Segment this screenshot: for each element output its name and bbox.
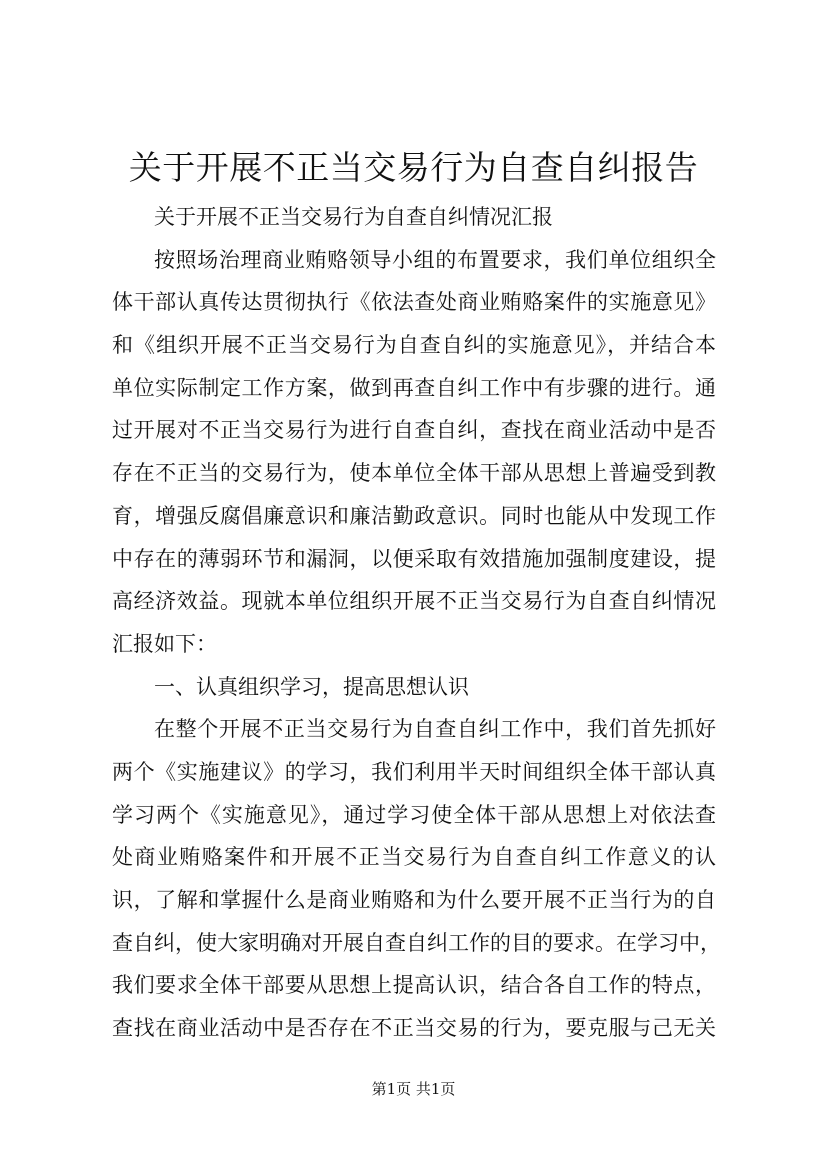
page-footer: 第1页 共1页 bbox=[371, 1080, 456, 1098]
paragraph-line: 高经济效益。现就本单位组织开展不正当交易行为自查自纠情况 bbox=[112, 589, 716, 614]
paragraph-line: 存在不正当的交易行为，使本单位全体干部从思想上普遍受到教 bbox=[112, 461, 716, 486]
section-heading: 一、认真组织学习，提高思想认识 bbox=[154, 674, 469, 699]
paragraph-line: 按照场治理商业贿赂领导小组的布置要求，我们单位组织全 bbox=[154, 247, 716, 272]
paragraph-line: 我们要求全体干部要从思想上提高认识，结合各自工作的特点， bbox=[112, 973, 716, 998]
paragraph-line: 汇报如下： bbox=[112, 631, 217, 656]
paragraph-line: 育，增强反腐倡廉意识和廉洁勤政意识。同时也能从中发现工作 bbox=[112, 503, 716, 528]
paragraph-line: 处商业贿赂案件和开展不正当交易行为自查自纠工作意义的认 bbox=[112, 845, 716, 870]
paragraph-line: 查自纠，使大家明确对开展自查自纠工作的目的要求。在学习中， bbox=[112, 930, 721, 955]
paragraph-line: 过开展对不正当交易行为进行自查自纠，查找在商业活动中是否 bbox=[112, 418, 716, 443]
paragraph-line: 和《组织开展不正当交易行为自查自纠的实施意见》，并结合本 bbox=[112, 333, 716, 358]
paragraph-line: 两个《实施建议》的学习，我们利用半天时间组织全体干部认真 bbox=[112, 759, 716, 784]
document-title: 关于开展不正当交易行为自查自纠报告 bbox=[128, 148, 699, 187]
paragraph-line: 中存在的薄弱环节和漏洞，以便采取有效措施加强制度建设，提 bbox=[112, 546, 716, 571]
paragraph-line: 识，了解和掌握什么是商业贿赂和为什么要开展不正当行为的自 bbox=[112, 888, 716, 912]
paragraph-line: 学习两个《实施意见》，通过学习使全体干部从思想上对依法查 bbox=[112, 802, 716, 827]
paragraph-line: 体干部认真传达贯彻执行《依法查处商业贿赂案件的实施意见》 bbox=[112, 290, 716, 315]
subtitle-line: 关于开展不正当交易行为自查自纠情况汇报 bbox=[154, 205, 553, 229]
paragraph-line: 查找在商业活动中是否存在不正当交易的行为，要克服与己无关 bbox=[112, 1016, 716, 1041]
paragraph-line: 在整个开展不正当交易行为自查自纠工作中，我们首先抓好 bbox=[154, 717, 716, 742]
document-body bbox=[112, 196, 721, 1050]
paragraph-line: 单位实际制定工作方案，做到再查自纠工作中有步骤的进行。通 bbox=[112, 375, 716, 400]
